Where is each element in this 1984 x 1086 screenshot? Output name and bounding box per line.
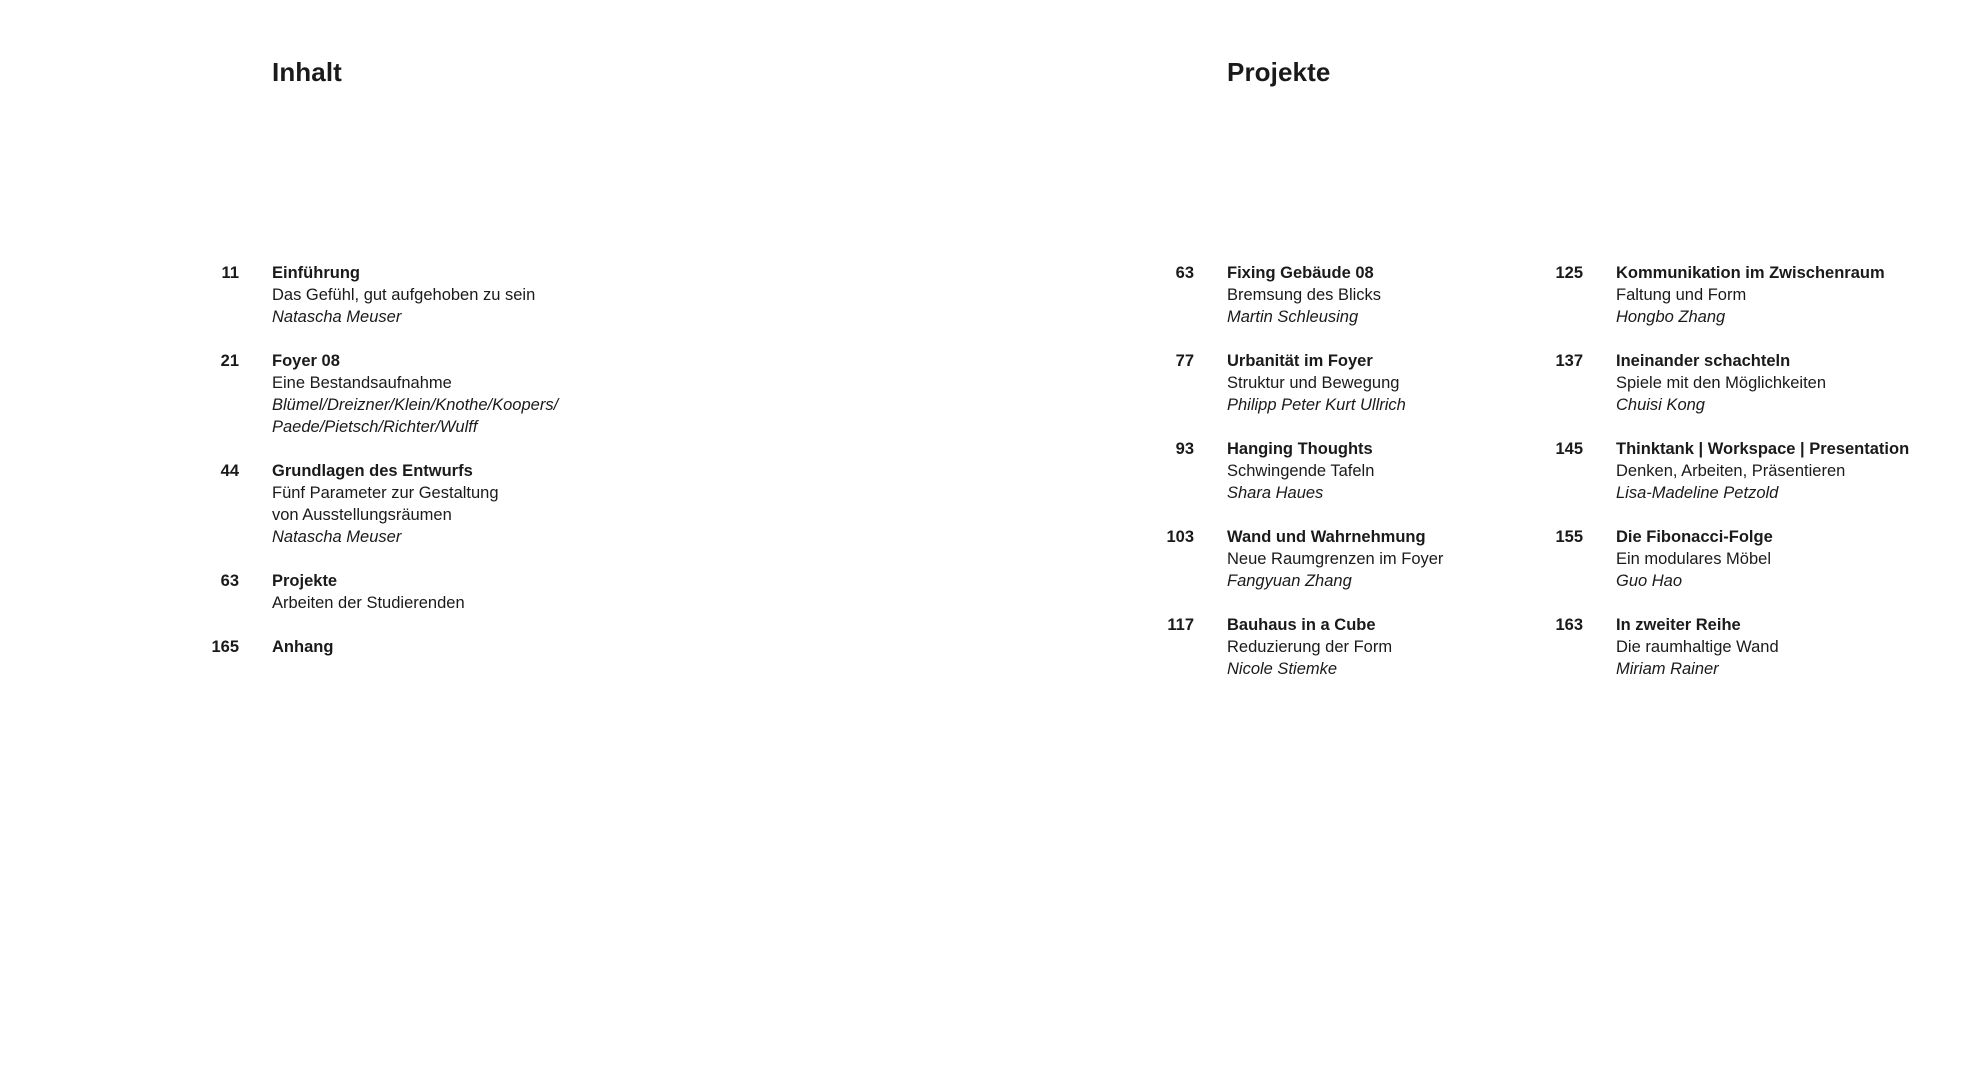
page-number: 103: [1166, 528, 1194, 546]
toc-entry[interactable]: [1555, 262, 1909, 328]
page-number: 155: [1555, 528, 1583, 546]
entry-subtitle: Das Gefühl, gut aufgehoben zu sein: [272, 286, 536, 304]
entry-author: Chuisi Kong: [1616, 396, 1705, 414]
entry-author: Shara Haues: [1227, 484, 1324, 502]
entry-subtitle: Neue Raumgrenzen im Foyer: [1227, 550, 1444, 568]
entry-title[interactable]: Kommunikation im Zwischenraum: [1616, 264, 1885, 282]
entry-author: Miriam Rainer: [1616, 660, 1719, 678]
toc-entry[interactable]: [1175, 438, 1443, 504]
entry-author: Martin Schleusing: [1227, 308, 1359, 326]
entry-subtitle: Bremsung des Blicks: [1227, 286, 1382, 304]
toc-entry[interactable]: [1167, 614, 1443, 680]
projects-heading: Projekte: [1227, 57, 1331, 87]
toc-heading: Inhalt: [272, 57, 342, 87]
entry-author: Natascha Meuser: [272, 528, 402, 546]
toc-entry[interactable]: [221, 262, 558, 328]
entry-subtitle: Fünf Parameter zur Gestaltung: [272, 484, 499, 502]
entry-subtitle: Ein modulares Möbel: [1616, 550, 1771, 568]
projects-list-right: [1555, 262, 1910, 702]
entry-subtitle: Struktur und Bewegung: [1227, 374, 1400, 392]
toc-entry[interactable]: [1175, 262, 1443, 328]
entry-author: Paede/Pietsch/Richter/Wulff: [272, 418, 478, 436]
entry-title[interactable]: Die Fibonacci-Folge: [1616, 528, 1773, 546]
entry-author: Guo Hao: [1616, 572, 1683, 590]
entry-author: Hongbo Zhang: [1616, 308, 1726, 326]
entry-title[interactable]: Einführung: [272, 264, 360, 282]
entry-title[interactable]: Projekte: [272, 572, 338, 590]
page-number: 77: [1175, 352, 1194, 370]
toc-entry[interactable]: [211, 636, 558, 658]
entry-author: Blümel/Dreizner/Klein/Knothe/Koopers/: [272, 396, 559, 414]
toc-list: [211, 262, 559, 680]
page-number: 21: [220, 352, 239, 370]
entry-author: Fangyuan Zhang: [1227, 572, 1352, 590]
entry-subtitle: Eine Bestandsaufnahme: [272, 374, 452, 392]
page-number: 145: [1555, 440, 1583, 458]
entry-author: Natascha Meuser: [272, 308, 402, 326]
entry-author: Nicole Stiemke: [1227, 660, 1338, 678]
toc-entry[interactable]: [1555, 614, 1909, 680]
toc-entry[interactable]: [1555, 438, 1910, 504]
entry-subtitle: Denken, Arbeiten, Präsentieren: [1616, 462, 1846, 480]
page-number: 93: [1175, 440, 1194, 458]
entry-subtitle: Die raumhaltige Wand: [1616, 638, 1779, 656]
entry-title[interactable]: In zweiter Reihe: [1616, 616, 1741, 634]
page-number: 165: [211, 638, 239, 656]
projects-list-left: [1166, 262, 1444, 702]
page-number: 117: [1167, 616, 1194, 634]
entry-subtitle: Arbeiten der Studierenden: [272, 594, 465, 612]
entry-title[interactable]: Wand und Wahrnehmung: [1227, 528, 1426, 546]
page-number: 11: [221, 264, 239, 282]
entry-author: Lisa-Madeline Petzold: [1616, 484, 1779, 502]
entry-title[interactable]: Thinktank | Workspace | Presentation: [1616, 440, 1910, 458]
toc-entry[interactable]: [220, 460, 558, 548]
toc-entry[interactable]: [220, 570, 558, 614]
entry-title[interactable]: Anhang: [272, 638, 334, 656]
page-number: 44: [220, 462, 239, 480]
page-number: 63: [1175, 264, 1194, 282]
page-number: 137: [1555, 352, 1583, 370]
toc-entry[interactable]: [1166, 526, 1444, 592]
entry-title[interactable]: Ineinander schachteln: [1616, 352, 1791, 370]
entry-title[interactable]: Grundlagen des Entwurfs: [272, 462, 473, 480]
entry-subtitle: von Ausstellungsräumen: [272, 506, 452, 524]
entry-subtitle: Spiele mit den Möglichkeiten: [1616, 374, 1827, 392]
entry-title[interactable]: Bauhaus in a Cube: [1227, 616, 1376, 634]
toc-entry[interactable]: [1555, 526, 1909, 592]
entry-title[interactable]: Foyer 08: [272, 352, 340, 370]
entry-subtitle: Reduzierung der Form: [1227, 638, 1393, 656]
entry-title[interactable]: Fixing Gebäude 08: [1227, 264, 1374, 282]
entry-subtitle: Schwingende Tafeln: [1227, 462, 1375, 480]
entry-author: Philipp Peter Kurt Ullrich: [1227, 396, 1406, 414]
entry-title[interactable]: Urbanität im Foyer: [1227, 352, 1373, 370]
toc-entry[interactable]: [1175, 350, 1443, 416]
page-number: 163: [1555, 616, 1583, 634]
page-number: 63: [220, 572, 239, 590]
toc-entry[interactable]: [1555, 350, 1909, 416]
page-number: 125: [1555, 264, 1583, 282]
toc-entry[interactable]: [220, 350, 559, 438]
entry-subtitle: Faltung und Form: [1616, 286, 1747, 304]
entry-title[interactable]: Hanging Thoughts: [1227, 440, 1373, 458]
